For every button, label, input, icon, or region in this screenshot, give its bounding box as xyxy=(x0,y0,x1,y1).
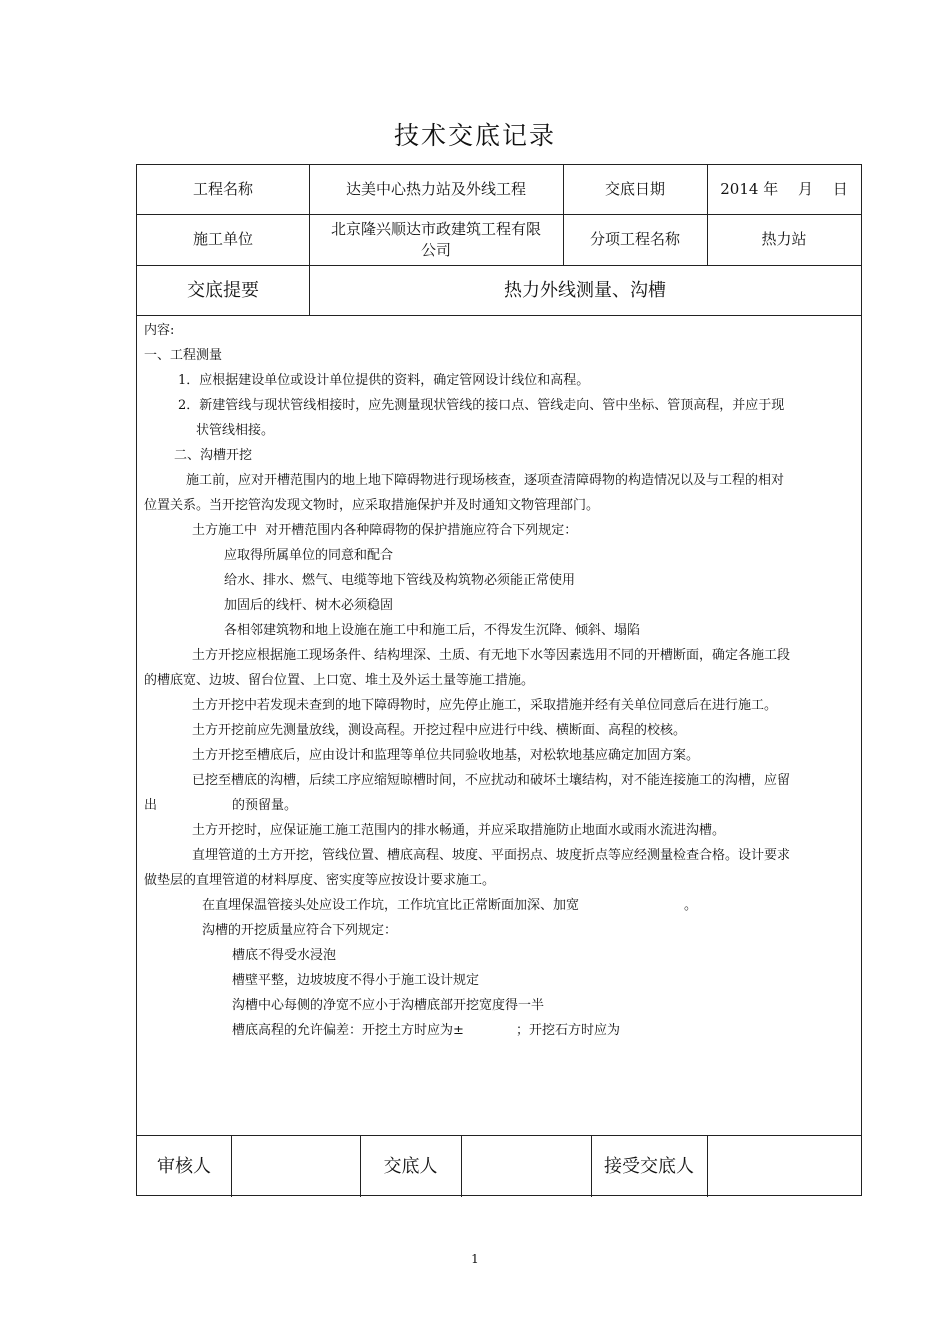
content-line: 状管线相接。 xyxy=(196,423,275,438)
content-line: 应取得所属单位的同意和配合 xyxy=(224,548,394,563)
content-line: 土方施工中 对开槽范围内各种障碍物的保护措施应符合下列规定： xyxy=(192,523,578,538)
content-line: 一、工程测量 xyxy=(144,348,223,363)
construction-unit-line-2: 公司 xyxy=(420,240,451,259)
content-line: 。 xyxy=(684,898,698,913)
content-line: 已挖至槽底的沟槽，后续工序应缩短晾槽时间，不应扰动和破坏土壤结构，对不能连接施工的沟槽，应留 xyxy=(192,773,791,788)
project-name-value: 达美中心热力站及外线工程 xyxy=(345,180,526,198)
content-line: 出 xyxy=(144,798,158,813)
content-line: 各相邻建筑物和地上设施在施工中和施工后，不得发生沉降、倾斜、塌陷 xyxy=(224,623,641,638)
document-title: 技术交底记录 xyxy=(393,121,556,150)
content-line: 沟槽中心每侧的净宽不应小于沟槽底部开挖宽度得一半 xyxy=(232,998,545,1013)
summary-value: 热力外线测量、沟槽 xyxy=(504,279,666,301)
reviewer-signature xyxy=(231,1135,360,1197)
discloser-signature xyxy=(461,1135,591,1197)
content-line: 二、沟槽开挖 xyxy=(174,448,253,463)
project-name-label: 工程名称 xyxy=(192,180,253,198)
sub-project-value: 热力站 xyxy=(761,230,807,248)
content-line: 槽底不得受水浸泡 xyxy=(232,948,337,963)
date-label: 交底日期 xyxy=(604,180,665,198)
content-line: 土方开挖应根据施工现场条件、结构埋深、土质、有无地下水等因素选用不同的开槽断面，确定各施工段 xyxy=(192,648,791,663)
content-line: 槽壁平整，边坡坡度不得小于施工设计规定 xyxy=(232,973,480,988)
content-line: 直埋管道的土方开挖，管线位置、槽底高程、坡度、平面拐点、坡度折点等应经测量检查合格。设计要求 xyxy=(192,848,791,863)
content-line: 给水、排水、燃气、电缆等地下管线及构筑物必须能正常使用 xyxy=(224,573,576,588)
construction-unit-value xyxy=(309,214,563,265)
content-line: 做垫层的直埋管道的材料厚度、密实度等应按设计要求施工。 xyxy=(144,873,496,888)
content-line: 在直埋保温管接头处应设工作坑，工作坑宜比正常断面加深、加宽 xyxy=(202,898,580,913)
receiver-signature xyxy=(707,1135,861,1197)
page-number: 1 xyxy=(471,1252,479,1266)
date-value: 2014 年 月 日 xyxy=(720,180,848,198)
content-line: 1．应根据建设单位或设计单位提供的资料，确定管网设计线位和高程。 xyxy=(178,373,590,388)
content-line: 内容: xyxy=(144,323,175,338)
content-line: 槽底高程的允许偏差：开挖土方时应为± xyxy=(232,1023,464,1038)
content-line: 土方开挖时，应保证施工施工范围内的排水畅通，并应采取措施防止地面水或雨水流进沟槽。 xyxy=(192,823,726,838)
row-divider xyxy=(137,315,861,316)
content-line: 土方开挖至槽底后，应由设计和监理等单位共同验收地基，对松软地基应确定加固方案。 xyxy=(192,748,700,763)
record-table xyxy=(136,164,862,1196)
discloser-label: 交底人 xyxy=(383,1155,438,1177)
construction-unit-label: 施工单位 xyxy=(192,230,253,248)
content-line: 的预留量。 xyxy=(232,798,298,813)
content-line: 2．新建管线与现状管线相接时，应先测量现状管线的接口点、管线走向、管中坐标、管顶高程，并应于现 xyxy=(178,398,785,413)
content-line: 的槽底宽、边坡、留台位置、上口宽、堆土及外运土量等施工措施。 xyxy=(144,673,535,688)
content-line: 位置关系。当开挖管沟发现文物时，应采取措施保护并及时通知文物管理部门。 xyxy=(144,498,600,513)
construction-unit-line-1: 北京隆兴顺达市政建筑工程有限 xyxy=(330,219,541,238)
reviewer-label: 审核人 xyxy=(157,1155,211,1177)
summary-label: 交底提要 xyxy=(187,279,259,301)
content-line: 土方开挖前应先测量放线，测设高程。开挖过程中应进行中线、横断面、高程的校核。 xyxy=(192,723,687,738)
receiver-label: 接受交底人 xyxy=(604,1155,694,1177)
content-line: 加固后的线杆、树木必须稳固 xyxy=(224,598,394,613)
content-line: 施工前，应对开槽范围内的地上地下障碍物进行现场核查，逐项查清障碍物的构造情况以及与工程的相对 xyxy=(186,473,785,488)
content-line: ；开挖石方时应为 xyxy=(516,1023,621,1038)
content-line: 沟槽的开挖质量应符合下列规定： xyxy=(202,923,398,938)
content-line: 土方开挖中若发现未查到的地下障碍物时，应先停止施工，采取措施并经有关单位同意后在进行施工。 xyxy=(192,698,778,713)
sub-project-label: 分项工程名称 xyxy=(589,230,680,248)
